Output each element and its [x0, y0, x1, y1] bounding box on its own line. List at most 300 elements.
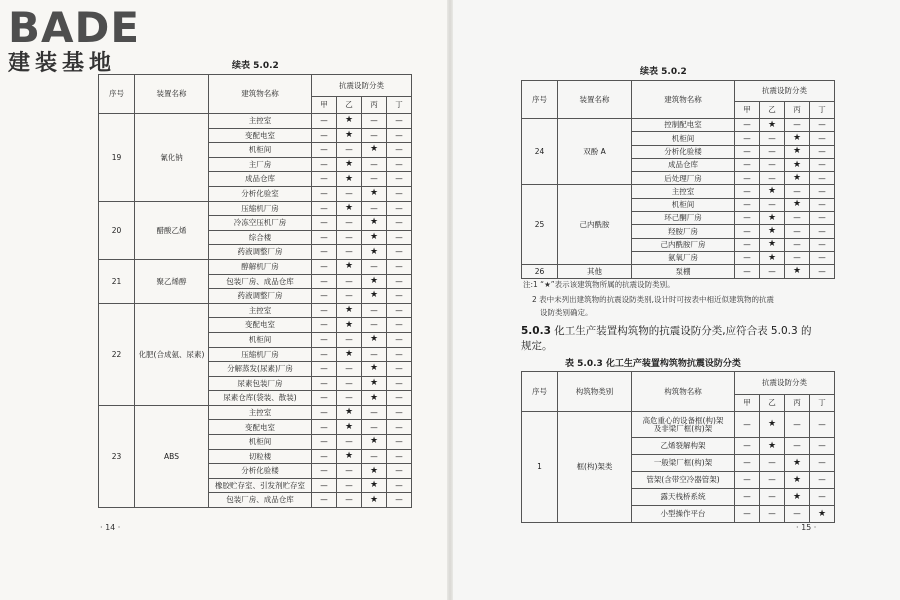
classification-mark-cell: —	[337, 274, 362, 289]
classification-mark-cell: ★	[362, 216, 387, 231]
classification-mark-cell: —	[387, 303, 412, 318]
classification-mark-cell: ★	[785, 472, 810, 489]
classification-mark-cell: —	[387, 289, 412, 304]
classification-mark-cell: —	[387, 216, 412, 231]
classification-mark-cell: —	[785, 438, 810, 455]
classification-mark-cell: —	[337, 362, 362, 377]
note-1: 注:1 “★”表示该建筑物所属的抗震设防类别。	[523, 280, 675, 289]
seq-cell: 1	[522, 412, 558, 523]
building-name-cell: 氨氧厂房	[632, 251, 735, 264]
classification-mark-cell: —	[362, 259, 387, 274]
classification-mark-cell: —	[760, 198, 785, 211]
building-name-cell: 机柜间	[209, 435, 312, 450]
classification-mark-cell: —	[810, 265, 835, 278]
classification-mark-cell: —	[337, 186, 362, 201]
section-text-cont: 规定。	[521, 340, 553, 352]
seq-cell: 24	[522, 119, 558, 185]
classification-mark-cell: ★	[785, 455, 810, 472]
building-name-cell: 成品仓库	[209, 172, 312, 187]
classification-mark-cell: —	[387, 230, 412, 245]
classification-mark-cell: —	[760, 145, 785, 158]
building-name-cell: 药液调整厂房	[209, 245, 312, 260]
classification-mark-cell: —	[810, 198, 835, 211]
structure-table-body	[522, 412, 835, 523]
building-name-cell: 主厂房	[209, 157, 312, 172]
component-name-line: 管架(含带空冷器管架)	[646, 475, 720, 485]
component-name-cell	[632, 455, 735, 472]
classification-mark-cell: ★	[785, 158, 810, 171]
building-name-cell: 压缩机厂房	[209, 201, 312, 216]
left-classification-table	[98, 74, 412, 508]
classification-mark-cell: —	[810, 172, 835, 185]
building-name-cell: 分析化验楼	[632, 145, 735, 158]
header-seq: 序号	[522, 372, 558, 412]
classification-mark-cell: —	[810, 132, 835, 145]
device-name-cell: 双酚 A	[558, 119, 632, 185]
building-name-cell: 羟胺厂房	[632, 225, 735, 238]
classification-mark-cell: ★	[810, 506, 835, 523]
classification-mark-cell: ★	[337, 449, 362, 464]
component-name-cell	[632, 506, 735, 523]
classification-mark-cell: —	[387, 172, 412, 187]
classification-mark-cell: —	[760, 158, 785, 171]
classification-mark-cell: —	[810, 438, 835, 455]
classification-mark-cell: —	[312, 493, 337, 508]
building-name-cell: 变配电室	[209, 128, 312, 143]
classification-mark-cell: —	[362, 172, 387, 187]
component-name-line: 乙烯裂解构架	[660, 441, 706, 451]
device-name-cell: 其他	[558, 265, 632, 278]
table-row	[522, 412, 835, 438]
classification-mark-cell: —	[312, 420, 337, 435]
classification-mark-cell: ★	[362, 332, 387, 347]
building-name-cell: 主控室	[209, 114, 312, 129]
classification-mark-cell: —	[735, 472, 760, 489]
classification-mark-cell: —	[735, 158, 760, 171]
classification-mark-cell: ★	[785, 145, 810, 158]
seq-cell: 21	[99, 259, 135, 303]
building-name-cell: 包装厂房、成品仓库	[209, 493, 312, 508]
classification-mark-cell: —	[810, 145, 835, 158]
classification-mark-cell: ★	[362, 230, 387, 245]
building-name-cell: 主控室	[632, 185, 735, 198]
building-name-cell: 分析化验楼	[209, 464, 312, 479]
component-name-line: 小型操作平台	[660, 509, 706, 519]
building-name-cell: 尿素仓库(袋装、散装)	[209, 391, 312, 406]
classification-mark-cell: —	[810, 119, 835, 132]
classification-mark-cell: —	[312, 435, 337, 450]
classification-mark-cell: ★	[337, 303, 362, 318]
right-classification-table	[521, 80, 835, 279]
building-name-cell: 控制配电室	[632, 119, 735, 132]
header-cls-c: 丙	[785, 395, 810, 412]
header-device: 装置名称	[135, 75, 209, 114]
classification-mark-cell: ★	[337, 157, 362, 172]
table-row	[99, 201, 412, 216]
classification-mark-cell: —	[387, 245, 412, 260]
building-name-cell: 机柜间	[209, 143, 312, 158]
building-name-cell: 综合楼	[209, 230, 312, 245]
classification-mark-cell: —	[337, 245, 362, 260]
classification-mark-cell: —	[760, 455, 785, 472]
classification-mark-cell: —	[735, 438, 760, 455]
classification-mark-cell: ★	[760, 412, 785, 438]
classification-mark-cell: —	[312, 391, 337, 406]
classification-mark-cell: ★	[785, 489, 810, 506]
classification-mark-cell: —	[337, 332, 362, 347]
classification-mark-cell: —	[387, 435, 412, 450]
classification-mark-cell: —	[735, 185, 760, 198]
classification-mark-cell: ★	[785, 265, 810, 278]
classification-mark-cell: —	[312, 143, 337, 158]
classification-mark-cell: —	[735, 132, 760, 145]
classification-mark-cell: —	[387, 128, 412, 143]
component-name-cell	[632, 489, 735, 506]
classification-mark-cell: —	[785, 251, 810, 264]
classification-mark-cell: —	[312, 172, 337, 187]
classification-mark-cell: —	[337, 230, 362, 245]
book-gutter	[447, 0, 453, 600]
header-cls-b: 乙	[337, 97, 362, 114]
header-cls-b: 乙	[760, 102, 785, 119]
classification-mark-cell: —	[312, 303, 337, 318]
building-name-cell: 分析化验室	[209, 186, 312, 201]
classification-mark-cell: —	[312, 289, 337, 304]
classification-mark-cell: —	[810, 472, 835, 489]
building-name-cell: 变配电室	[209, 420, 312, 435]
classification-mark-cell: ★	[337, 259, 362, 274]
classification-mark-cell: —	[387, 347, 412, 362]
classification-mark-cell: —	[337, 391, 362, 406]
classification-mark-cell: —	[362, 449, 387, 464]
classification-mark-cell: ★	[362, 143, 387, 158]
classification-mark-cell: —	[735, 145, 760, 158]
classification-mark-cell: —	[785, 506, 810, 523]
classification-mark-cell: —	[387, 420, 412, 435]
seq-cell: 25	[522, 185, 558, 265]
right-table-caption: 续表 5.0.2	[640, 67, 687, 77]
table-row	[522, 185, 835, 198]
classification-mark-cell: ★	[337, 420, 362, 435]
device-name-cell: 化肥(合成氨、尿素)	[135, 303, 209, 405]
classification-mark-cell: —	[337, 376, 362, 391]
classification-mark-cell: ★	[362, 435, 387, 450]
classification-mark-cell: —	[387, 464, 412, 479]
building-name-cell: 包装厂房、成品仓库	[209, 274, 312, 289]
classification-mark-cell: —	[760, 506, 785, 523]
note-2: 2 表中未列出建筑物的抗震设防类别,设计时可按表中相近似建筑物的抗震	[532, 295, 775, 304]
classification-mark-cell: —	[312, 347, 337, 362]
classification-mark-cell: ★	[760, 119, 785, 132]
classification-mark-cell: —	[387, 143, 412, 158]
classification-mark-cell: —	[810, 158, 835, 171]
building-name-cell: 冷冻空压机厂房	[209, 216, 312, 231]
classification-mark-cell: —	[387, 274, 412, 289]
classification-mark-cell: ★	[362, 186, 387, 201]
classification-mark-cell: —	[735, 455, 760, 472]
section-number: 5.0.3	[521, 325, 551, 337]
header-cls-c: 丙	[785, 102, 810, 119]
classification-mark-cell: —	[387, 318, 412, 333]
classification-mark-cell: —	[312, 114, 337, 129]
classification-mark-cell: ★	[760, 225, 785, 238]
right-page-number: · 15 ·	[796, 523, 817, 532]
left-page-number: · 14 ·	[100, 523, 121, 532]
header-seq: 序号	[522, 81, 558, 119]
classification-mark-cell: —	[760, 472, 785, 489]
classification-mark-cell: —	[735, 172, 760, 185]
classification-mark-cell: —	[810, 212, 835, 225]
building-name-cell: 环己酮厂房	[632, 212, 735, 225]
device-name-cell: 己内酰胺	[558, 185, 632, 265]
classification-mark-cell: —	[760, 489, 785, 506]
classification-mark-cell: ★	[362, 362, 387, 377]
component-name-cell	[632, 412, 735, 438]
header-classification: 抗震设防分类	[312, 75, 412, 97]
building-name-cell: 机柜间	[209, 332, 312, 347]
classification-mark-cell: —	[735, 119, 760, 132]
classification-mark-cell: ★	[362, 391, 387, 406]
header-cls-a: 甲	[312, 97, 337, 114]
logo-subtitle: 建装基地	[8, 51, 117, 76]
classification-mark-cell: —	[337, 435, 362, 450]
classification-mark-cell: —	[362, 157, 387, 172]
classification-mark-cell: —	[312, 449, 337, 464]
classification-mark-cell: —	[362, 201, 387, 216]
classification-mark-cell: —	[785, 412, 810, 438]
classification-mark-cell: —	[312, 464, 337, 479]
building-name-cell: 主控室	[209, 405, 312, 420]
classification-mark-cell: ★	[362, 478, 387, 493]
classification-mark-cell: —	[810, 238, 835, 251]
structure-classification-table	[521, 371, 835, 523]
classification-mark-cell: ★	[337, 347, 362, 362]
classification-mark-cell: —	[312, 245, 337, 260]
classification-mark-cell: —	[785, 238, 810, 251]
classification-mark-cell: —	[810, 412, 835, 438]
classification-mark-cell: —	[735, 265, 760, 278]
table-row	[99, 114, 412, 129]
header-building: 建筑物名称	[632, 81, 735, 119]
classification-mark-cell: ★	[785, 198, 810, 211]
building-name-cell: 压缩机厂房	[209, 347, 312, 362]
table-row	[99, 303, 412, 318]
classification-mark-cell: —	[312, 332, 337, 347]
header-component-type: 构筑物类别	[558, 372, 632, 412]
classification-mark-cell: —	[362, 347, 387, 362]
left-table-caption: 续表 5.0.2	[232, 61, 279, 71]
classification-mark-cell: ★	[362, 493, 387, 508]
right-table-body	[522, 119, 835, 279]
classification-mark-cell: —	[735, 506, 760, 523]
component-name-cell	[632, 438, 735, 455]
building-name-cell: 橡胶贮存室、引发剂贮存室	[209, 478, 312, 493]
header-building: 建筑物名称	[209, 75, 312, 114]
classification-mark-cell: ★	[760, 212, 785, 225]
building-name-cell: 主控室	[209, 303, 312, 318]
seq-cell: 23	[99, 405, 135, 507]
classification-mark-cell: ★	[785, 132, 810, 145]
header-classification: 抗震设防分类	[735, 372, 835, 395]
classification-mark-cell: —	[735, 412, 760, 438]
building-name-cell: 药液调整厂房	[209, 289, 312, 304]
classification-mark-cell: ★	[362, 274, 387, 289]
building-name-cell: 切粒楼	[209, 449, 312, 464]
header-seq: 序号	[99, 75, 135, 114]
left-table-body	[99, 114, 412, 508]
classification-mark-cell: —	[810, 251, 835, 264]
classification-mark-cell: —	[312, 376, 337, 391]
classification-mark-cell: —	[387, 157, 412, 172]
classification-mark-cell: ★	[337, 114, 362, 129]
component-name-line: 一般梁厂框(构)架	[653, 458, 713, 468]
building-name-cell: 醇解机厂房	[209, 259, 312, 274]
classification-mark-cell: —	[362, 128, 387, 143]
classification-mark-cell: —	[387, 493, 412, 508]
classification-mark-cell: —	[337, 493, 362, 508]
classification-mark-cell: —	[362, 303, 387, 318]
header-cls-a: 甲	[735, 102, 760, 119]
classification-mark-cell: ★	[337, 405, 362, 420]
component-type-cell: 框(构)架类	[558, 412, 632, 523]
classification-mark-cell: —	[785, 119, 810, 132]
classification-mark-cell: —	[735, 251, 760, 264]
building-name-cell: 成品仓库	[632, 158, 735, 171]
classification-mark-cell: —	[387, 114, 412, 129]
classification-mark-cell: —	[810, 225, 835, 238]
header-cls-c: 丙	[362, 97, 387, 114]
building-name-cell: 尿素包装厂房	[209, 376, 312, 391]
building-name-cell: 己内酰胺厂房	[632, 238, 735, 251]
seq-cell: 22	[99, 303, 135, 405]
classification-mark-cell: ★	[362, 245, 387, 260]
classification-mark-cell: —	[785, 185, 810, 198]
table-row	[522, 119, 835, 132]
classification-mark-cell: —	[337, 289, 362, 304]
classification-mark-cell: —	[337, 216, 362, 231]
classification-mark-cell: —	[337, 143, 362, 158]
device-name-cell: ABS	[135, 405, 209, 507]
classification-mark-cell: —	[337, 464, 362, 479]
component-name-line: 及非梁厂框(构)架	[653, 423, 713, 433]
header-cls-d: 丁	[810, 395, 835, 412]
table-row	[522, 265, 835, 278]
classification-mark-cell: ★	[760, 185, 785, 198]
classification-mark-cell: —	[387, 201, 412, 216]
component-name-cell	[632, 472, 735, 489]
header-cls-d: 丁	[810, 102, 835, 119]
classification-mark-cell: —	[387, 391, 412, 406]
classification-mark-cell: —	[337, 478, 362, 493]
classification-mark-cell: —	[810, 455, 835, 472]
classification-mark-cell: ★	[362, 376, 387, 391]
logo-brand: BADE	[8, 3, 141, 52]
classification-mark-cell: ★	[337, 128, 362, 143]
classification-mark-cell: —	[387, 405, 412, 420]
building-name-cell: 机柜间	[632, 198, 735, 211]
classification-mark-cell: —	[735, 198, 760, 211]
classification-mark-cell: —	[810, 489, 835, 506]
header-device: 装置名称	[558, 81, 632, 119]
classification-mark-cell: —	[760, 132, 785, 145]
classification-mark-cell: ★	[362, 289, 387, 304]
header-cls-b: 乙	[760, 395, 785, 412]
classification-mark-cell: —	[312, 259, 337, 274]
classification-mark-cell: —	[312, 128, 337, 143]
classification-mark-cell: —	[312, 362, 337, 377]
classification-mark-cell: —	[312, 318, 337, 333]
classification-mark-cell: —	[810, 185, 835, 198]
classification-mark-cell: —	[387, 259, 412, 274]
classification-mark-cell: ★	[337, 172, 362, 187]
classification-mark-cell: —	[362, 420, 387, 435]
classification-mark-cell: —	[362, 318, 387, 333]
classification-mark-cell: ★	[785, 172, 810, 185]
building-name-cell: 分解蒸发(尿素)厂房	[209, 362, 312, 377]
device-name-cell: 醋酸乙烯	[135, 201, 209, 259]
section-text: 化工生产装置构筑物的抗震设防分类,应符合表 5.0.3 的	[554, 325, 812, 337]
header-cls-a: 甲	[735, 395, 760, 412]
classification-mark-cell: ★	[362, 464, 387, 479]
classification-mark-cell: —	[312, 186, 337, 201]
table-row	[99, 405, 412, 420]
classification-mark-cell: —	[760, 172, 785, 185]
classification-mark-cell: —	[735, 489, 760, 506]
section-5-0-3	[521, 324, 811, 339]
classification-mark-cell: —	[312, 201, 337, 216]
classification-mark-cell: —	[387, 449, 412, 464]
table-row	[99, 259, 412, 274]
classification-mark-cell: —	[387, 478, 412, 493]
classification-mark-cell: —	[312, 157, 337, 172]
classification-mark-cell: ★	[760, 238, 785, 251]
building-name-cell: 后处理厂房	[632, 172, 735, 185]
classification-mark-cell: —	[387, 332, 412, 347]
classification-mark-cell: —	[312, 405, 337, 420]
building-name-cell: 泵棚	[632, 265, 735, 278]
classification-mark-cell: —	[387, 186, 412, 201]
header-classification: 抗震设防分类	[735, 81, 835, 102]
classification-mark-cell: ★	[760, 251, 785, 264]
classification-mark-cell: —	[735, 238, 760, 251]
classification-mark-cell: —	[312, 478, 337, 493]
classification-mark-cell: —	[387, 376, 412, 391]
classification-mark-cell: ★	[760, 438, 785, 455]
classification-mark-cell: —	[312, 216, 337, 231]
component-name-line: 露天栈桥系统	[660, 492, 706, 502]
header-cls-d: 丁	[387, 97, 412, 114]
classification-mark-cell: —	[362, 405, 387, 420]
classification-mark-cell: —	[312, 274, 337, 289]
note-2-cont: 设防类别确定。	[540, 308, 593, 317]
building-name-cell: 机柜间	[632, 132, 735, 145]
classification-mark-cell: —	[362, 114, 387, 129]
classification-mark-cell: —	[785, 212, 810, 225]
header-component-name: 构筑物名称	[632, 372, 735, 412]
classification-mark-cell: —	[387, 362, 412, 377]
seq-cell: 20	[99, 201, 135, 259]
classification-mark-cell: —	[312, 230, 337, 245]
classification-mark-cell: —	[735, 225, 760, 238]
building-name-cell: 变配电室	[209, 318, 312, 333]
classification-mark-cell: —	[735, 212, 760, 225]
classification-mark-cell: —	[785, 225, 810, 238]
classification-mark-cell: —	[760, 265, 785, 278]
seq-cell: 26	[522, 265, 558, 278]
classification-mark-cell: ★	[337, 201, 362, 216]
component-name-line: 高危重心的设备框(构)架	[642, 416, 724, 425]
device-name-cell: 氰化钠	[135, 114, 209, 202]
